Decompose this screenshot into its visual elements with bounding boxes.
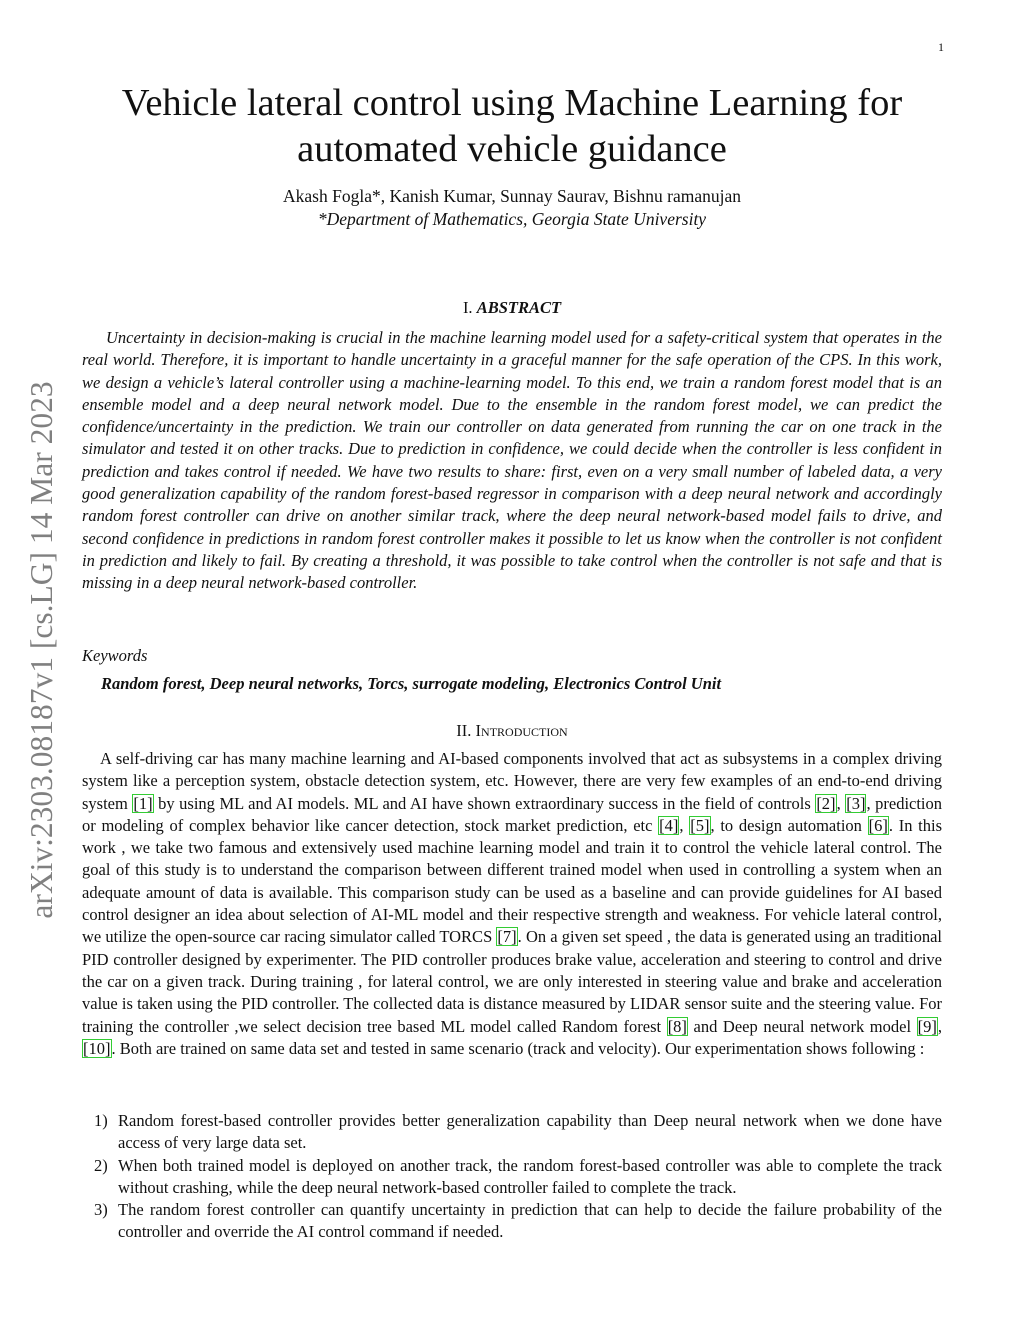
introduction-paragraph (82, 748, 942, 1060)
citation-link[interactable]: [2] (816, 793, 836, 813)
intro-text: , (679, 815, 690, 835)
paper-title: Vehicle lateral control using Machine Learning for automated vehicle guidance (121, 82, 903, 170)
intro-text: by using ML and AI models. ML and AI have shown extraordinary success in the field of controls (153, 793, 816, 813)
list-item-text: The random forest controller can quantify uncertainty in prediction that can help to decide the failure probability of the controller and override the AI control command if needed. (118, 1200, 942, 1242)
intro-text: . In this work , we take two famous and extensively used machine learning model and train it to control the vehicle lateral control. The goal of this study is to understand the comparison between different trained model when used in controlling a system when an adequate amount of data is available. This comparison study can be used as a baseline and can provide guidelines for AI based control designer an idea about selection of AI-ML model and their respective strength and weakness. For vehicle lateral control, we utilize the open-source car racing simulator called TORCS (82, 815, 943, 947)
keywords-label: Keywords (82, 646, 148, 665)
citation-link[interactable]: [5] (690, 815, 710, 835)
citation-link[interactable]: [10] (83, 1038, 111, 1058)
abstract-heading-text: ABSTRACT (476, 298, 562, 317)
abstract-text: Uncertainty in decision-making is crucial in the machine learning model used for a safety-critical system that operates in the real world. Therefore, it is important to handle uncertainty in a graceful manner for the safe operation of the CPS. In this work, we design a vehicle’s lateral controller using a machine-learning model. To this end, we train a random forest model that is an ensemble model and a deep neural network model. Due to the ensemble in the random forest model, we can predict the confidence/uncertainty in the prediction. We train our controller on data generated from running the car on one track in the simulator and tested it on other tracks. Due to prediction in confidence, we could decide when the controller is less confident in prediction and takes control if needed. We have two results to share: first, even on a very small number of labeled data, a very good generalization capability of the random forest-based regressor in comparison with a deep neural network and accordingly random forest controller can drive on another similar track, where the deep neural network-based model fails to drive, and second confidence in predictions in random forest controller makes it possible to let us know when the controller is not confident in prediction and likely to fail. By creating a threshold, it was possible to take control when the controller is not safe and that is missing in a deep neural network-based controller. (82, 328, 942, 593)
abstract-section-number: I. (462, 298, 473, 317)
citation-link[interactable]: [6] (868, 815, 888, 835)
arxiv-identifier: arXiv:2303.08187v1 [cs.LG] 14 Mar 2023 (24, 381, 59, 919)
page-number: 1 (938, 40, 944, 54)
intro-text: . On a given set speed , the data is generated using an traditional PID controller designed by experimenter. The PID controller produces brake value, acceleration and steering to control and drive the car on a given track. During training , for lateral control, we are only interested in steering value and brake and acceleration value is taken using the PID controller. The collected data is distance measured by LIDAR sensor suite and the steering value. For training the controller ,we select decision tree based ML model called Random forest (82, 927, 943, 1036)
affiliation: *Department of Mathematics, Georgia State University (317, 209, 707, 229)
list-item-number: 1) (94, 1111, 108, 1130)
intro-text: , (836, 793, 846, 813)
citation-link[interactable]: [8] (667, 1016, 687, 1036)
results-list (82, 1110, 942, 1244)
list-item (82, 1199, 942, 1244)
list-item-number: 3) (94, 1200, 108, 1220)
abstract-heading (82, 298, 942, 318)
list-item (82, 1155, 942, 1200)
list-item-text: Random forest-based controller provides better generalization capability than Deep neural network when we done have access of very large data set. (118, 1111, 942, 1153)
list-item-text: When both trained model is deployed on another track, the random forest-based controller was able to complete the track without crashing, while the deep neural network-based controller failed to complete the track. (118, 1155, 942, 1197)
citation-link[interactable]: [3] (846, 793, 866, 813)
intro-text: , prediction or modeling of complex behavior like cancer detection, stock market prediction, etc (82, 793, 943, 835)
citation-link[interactable]: [7] (497, 927, 517, 947)
author-list: Akash Fogla*, Kanish Kumar, Sunnay Saurav, Bishnu ramanujan (283, 186, 741, 206)
citation-link[interactable]: [1] (133, 793, 153, 813)
introduction-section-number: II. (456, 721, 472, 740)
intro-text: and Deep neural network model (687, 1016, 917, 1036)
introduction-heading-text: Introduction (475, 721, 568, 740)
intro-text: , to design automation (710, 815, 868, 835)
list-item-number: 2) (94, 1155, 108, 1175)
citation-link[interactable]: [4] (659, 815, 679, 835)
intro-text: , (937, 1016, 942, 1036)
citation-link[interactable]: [9] (917, 1016, 937, 1036)
keywords-list: Random forest, Deep neural networks, Torcs, surrogate modeling, Electronics Control Unit (101, 674, 722, 693)
intro-text: A self-driving car has many machine learning and AI-based components involved that act as subsystems in a complex driving system like a perception system, obstacle detection system, etc. However, there are very few examples of an end-to-end driving system (82, 749, 942, 813)
list-item (82, 1110, 942, 1155)
intro-text: . Both are trained on same data set and tested in same scenario (track and velocity). Our experimentation shows following : (111, 1038, 925, 1058)
introduction-heading (82, 721, 942, 741)
